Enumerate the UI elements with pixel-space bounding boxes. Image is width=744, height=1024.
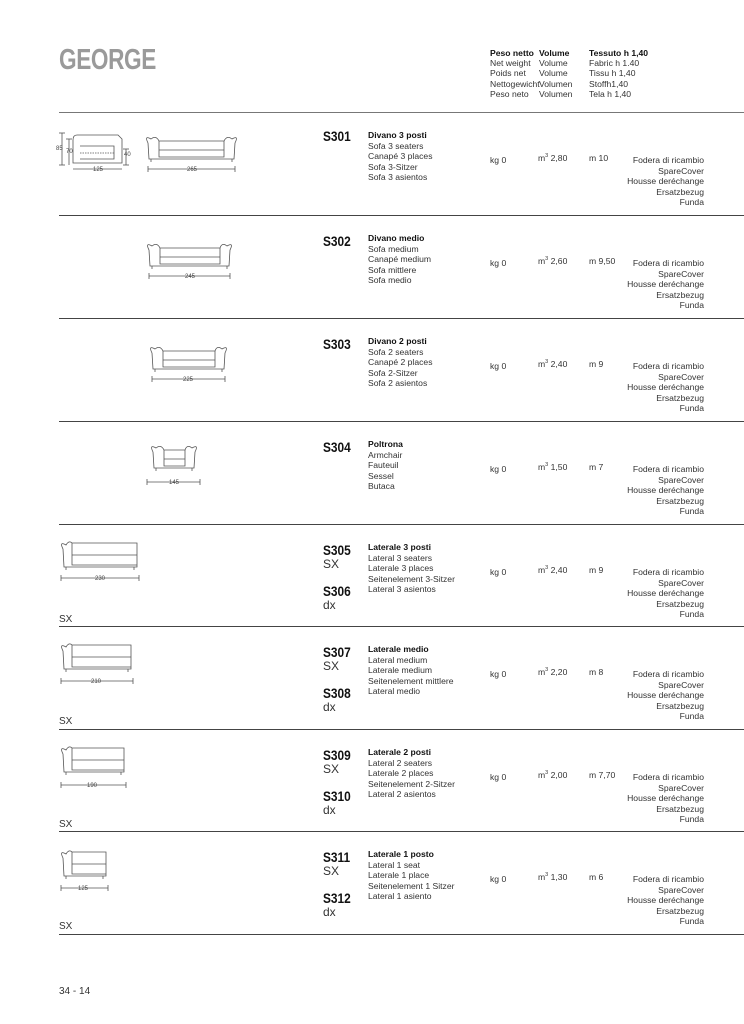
cover-de: Ersatzbezug <box>656 598 704 609</box>
sofa-2-seat-drawing <box>143 319 243 389</box>
cover-en: SpareCover <box>658 474 704 485</box>
cover-es: Funda <box>679 711 704 721</box>
volume-exp: 3 <box>545 667 549 673</box>
dim-height-back: 70 <box>66 149 73 155</box>
product-code-right: S306 <box>323 583 351 599</box>
lateral-2-seat-drawing <box>56 730 146 800</box>
cover-es: Funda <box>679 506 704 516</box>
cover-en: SpareCover <box>658 268 704 279</box>
volume-value: 2,00 <box>550 770 568 780</box>
net-weight: kg 0 <box>490 258 507 268</box>
product-side-right: dx <box>323 905 336 919</box>
volume-exp: 3 <box>545 462 549 468</box>
product-description <box>368 336 433 389</box>
net-weight: kg 0 <box>490 669 507 679</box>
product-name-es: Lateral medio <box>368 686 421 697</box>
header-fabric-de: Stoffh1,40 <box>589 78 629 89</box>
product-side-right: dx <box>323 598 336 612</box>
cover-en: SpareCover <box>658 371 704 382</box>
header-fabric-es: Tela h 1,40 <box>589 88 632 99</box>
lateral-3-seat-drawing <box>56 525 146 595</box>
dim-width: 245 <box>185 274 196 280</box>
volume-exp: 3 <box>545 359 549 365</box>
lateral-medium-drawing <box>56 627 146 697</box>
spare-cover <box>627 669 704 722</box>
volume-unit: m <box>538 770 546 780</box>
spare-cover <box>627 258 704 311</box>
header-fabric <box>589 48 648 99</box>
product-name-de: Seitenelement mittlere <box>368 675 454 686</box>
cover-fr: Housse deréchange <box>627 690 704 700</box>
net-weight: kg 0 <box>490 874 507 884</box>
product-code: S301 <box>323 128 351 144</box>
volume <box>538 872 567 882</box>
spare-cover <box>627 567 704 620</box>
product-description <box>368 439 403 492</box>
volume-unit: m <box>538 153 546 163</box>
cover-en: SpareCover <box>658 165 704 176</box>
net-weight: kg 0 <box>490 464 507 474</box>
cover-fr: Housse deréchange <box>627 485 704 495</box>
product-name-en: Lateral 2 seaters <box>368 757 433 768</box>
dim-width: 190 <box>87 783 98 789</box>
product-side-right: dx <box>323 700 336 714</box>
product-row-s305 <box>0 525 744 628</box>
product-name-fr: Canapé 3 places <box>368 151 433 162</box>
product-name-fr: Laterale medium <box>368 665 433 676</box>
cover-it: Fodera di ricambio <box>632 258 704 268</box>
volume-value: 2,20 <box>550 667 568 677</box>
cover-fr: Housse deréchange <box>627 895 704 905</box>
cover-de: Ersatzbezug <box>656 803 704 814</box>
cover-de: Ersatzbezug <box>656 495 704 506</box>
armchair-drawing <box>145 422 215 492</box>
product-name-de: Sofa 3-Sitzer <box>368 161 418 172</box>
volume <box>538 770 567 780</box>
cover-de: Ersatzbezug <box>656 700 704 711</box>
lateral-1-seat-drawing <box>56 832 146 902</box>
product-code: S302 <box>323 233 351 249</box>
cover-de: Ersatzbezug <box>656 392 704 403</box>
product-name-es: Sofa medio <box>368 275 412 286</box>
product-code-right: S310 <box>323 788 351 804</box>
cover-de: Ersatzbezug <box>656 905 704 916</box>
header-volume-es: Volumen <box>539 88 573 99</box>
product-name-es: Lateral 3 asientos <box>368 584 436 595</box>
header-volume-en: Volume <box>539 58 568 69</box>
product-name-de: Sofa 2-Sitzer <box>368 367 418 378</box>
cover-it: Fodera di ricambio <box>632 464 704 474</box>
product-code: S311 <box>323 849 351 865</box>
drawing-side-label: SX <box>59 819 73 830</box>
cover-fr: Housse deréchange <box>627 279 704 289</box>
product-name-en: Sofa 2 seaters <box>368 346 424 357</box>
net-weight: kg 0 <box>490 155 507 165</box>
fabric-amount: m 7 <box>589 462 604 472</box>
product-name-fr: Laterale 1 place <box>368 870 430 881</box>
fabric-amount: m 9 <box>589 359 604 369</box>
product-name-fr: Canapé medium <box>368 254 432 265</box>
product-code: S307 <box>323 644 351 660</box>
volume-value: 2,80 <box>550 153 568 163</box>
product-name: Divano 2 posti <box>368 336 427 346</box>
product-name: Divano 3 posti <box>368 130 427 140</box>
volume-exp: 3 <box>545 770 549 776</box>
dim-width: 145 <box>169 480 180 486</box>
product-name-fr: Laterale 3 places <box>368 563 434 574</box>
volume-value: 2,40 <box>550 565 568 575</box>
cover-it: Fodera di ricambio <box>632 361 704 371</box>
row-divider <box>59 934 744 935</box>
volume-unit: m <box>538 872 546 882</box>
cover-en: SpareCover <box>658 577 704 588</box>
product-name-fr: Laterale 2 places <box>368 768 434 779</box>
volume-exp: 3 <box>545 565 549 571</box>
header-weight-fr: Poids net <box>490 68 526 79</box>
dim-width: 265 <box>187 167 198 173</box>
header-volume <box>539 48 572 99</box>
dim-width: 210 <box>91 679 102 685</box>
spare-cover <box>627 874 704 927</box>
spare-cover <box>627 155 704 208</box>
volume <box>538 667 567 677</box>
product-name-en: Lateral medium <box>368 654 428 665</box>
cover-es: Funda <box>679 403 704 413</box>
volume <box>538 153 567 163</box>
product-description <box>368 233 431 286</box>
product-code: S309 <box>323 747 351 763</box>
fabric-amount: m 7,70 <box>589 770 616 780</box>
product-side-left: SX <box>323 864 340 878</box>
product-name-de: Sessel <box>368 470 394 481</box>
cover-it: Fodera di ricambio <box>632 567 704 577</box>
dim-width: 125 <box>78 886 89 892</box>
cover-de: Ersatzbezug <box>656 186 704 197</box>
product-row-s307 <box>0 627 744 730</box>
cover-es: Funda <box>679 197 704 207</box>
header-volume-fr: Volume <box>539 68 568 79</box>
product-row-s304 <box>0 422 744 525</box>
product-name-en: Lateral 3 seaters <box>368 552 433 563</box>
sofa-medium-drawing <box>140 216 250 286</box>
page-number: 34 - 14 <box>59 986 91 997</box>
net-weight: kg 0 <box>490 361 507 371</box>
dim-width: 230 <box>95 576 106 582</box>
cover-fr: Housse deréchange <box>627 588 704 598</box>
cover-es: Funda <box>679 609 704 619</box>
cover-it: Fodera di ricambio <box>632 874 704 884</box>
header-fabric-it: Tessuto h 1,40 <box>589 48 649 58</box>
product-side-left: SX <box>323 762 340 776</box>
fabric-amount: m 10 <box>589 153 609 163</box>
cover-fr: Housse deréchange <box>627 382 704 392</box>
product-description <box>368 542 455 595</box>
product-name-es: Butaca <box>368 481 395 492</box>
product-name-en: Sofa medium <box>368 243 419 254</box>
drawing-side-label: SX <box>59 921 73 932</box>
product-name-fr: Canapé 2 places <box>368 357 433 368</box>
header-weight-es: Peso neto <box>490 88 529 99</box>
volume-unit: m <box>538 462 546 472</box>
product-name: Laterale medio <box>368 644 429 654</box>
header-weight-it: Peso netto <box>490 48 534 58</box>
product-name: Laterale 2 posti <box>368 747 432 757</box>
cover-fr: Housse deréchange <box>627 176 704 186</box>
volume-unit: m <box>538 565 546 575</box>
product-row-s302 <box>0 216 744 319</box>
header-weight-de: Nettogewicht <box>490 78 540 89</box>
dim-width: 225 <box>183 377 194 383</box>
volume <box>538 359 567 369</box>
product-row-s311 <box>0 832 744 935</box>
header-fabric-en: Fabric h 1.40 <box>589 58 640 69</box>
volume-unit: m <box>538 256 546 266</box>
volume-value: 1,50 <box>550 462 568 472</box>
cover-it: Fodera di ricambio <box>632 772 704 782</box>
fabric-amount: m 9,50 <box>589 256 616 266</box>
product-name: Laterale 1 posto <box>368 849 434 859</box>
cover-en: SpareCover <box>658 782 704 793</box>
header-weight <box>490 48 540 99</box>
cover-it: Fodera di ricambio <box>632 155 704 165</box>
product-name-de: Seitenelement 3-Sitzer <box>368 573 455 584</box>
product-code-right: S312 <box>323 890 351 906</box>
product-name: Divano medio <box>368 233 425 243</box>
product-description <box>368 130 433 183</box>
product-name-en: Lateral 1 seat <box>368 859 421 870</box>
product-description <box>368 747 455 800</box>
product-side-right: dx <box>323 803 336 817</box>
product-row-s303 <box>0 319 744 422</box>
product-name-fr: Fauteuil <box>368 460 399 471</box>
product-code-right: S308 <box>323 685 351 701</box>
volume-exp: 3 <box>545 256 549 262</box>
spare-cover <box>627 772 704 825</box>
cover-es: Funda <box>679 300 704 310</box>
volume-unit: m <box>538 667 546 677</box>
product-row-s309 <box>0 730 744 833</box>
net-weight: kg 0 <box>490 567 507 577</box>
product-side-left: SX <box>323 659 340 673</box>
product-name-en: Sofa 3 seaters <box>368 140 424 151</box>
product-name-es: Sofa 2 asientos <box>368 378 428 389</box>
cover-en: SpareCover <box>658 679 704 690</box>
page-title: GEORGE <box>59 44 156 76</box>
dim-depth: 125 <box>93 167 104 173</box>
header-volume-it: Volume <box>539 48 570 58</box>
product-description <box>368 644 454 697</box>
product-code: S304 <box>323 439 351 455</box>
fabric-amount: m 6 <box>589 872 604 882</box>
volume <box>538 565 567 575</box>
product-name-de: Sofa mittlere <box>368 264 417 275</box>
cover-de: Ersatzbezug <box>656 289 704 300</box>
header-weight-en: Net weight <box>490 58 531 69</box>
product-code: S303 <box>323 336 351 352</box>
dim-height-total: 85 <box>56 146 63 152</box>
volume-value: 2,60 <box>550 256 568 266</box>
cover-en: SpareCover <box>658 884 704 895</box>
volume <box>538 256 567 266</box>
header-fabric-fr: Tissu h 1,40 <box>589 68 636 79</box>
net-weight: kg 0 <box>490 772 507 782</box>
volume-value: 2,40 <box>550 359 568 369</box>
volume-value: 1,30 <box>550 872 568 882</box>
volume-unit: m <box>538 359 546 369</box>
cover-fr: Housse deréchange <box>627 793 704 803</box>
volume <box>538 462 567 472</box>
product-name-es: Sofa 3 asientos <box>368 172 428 183</box>
spare-cover <box>627 361 704 414</box>
product-name-de: Seitenelement 2-Sitzer <box>368 778 455 789</box>
product-name-de: Seitenelement 1 Sitzer <box>368 880 455 891</box>
product-name: Poltrona <box>368 439 403 449</box>
volume-exp: 3 <box>545 153 549 159</box>
cover-it: Fodera di ricambio <box>632 669 704 679</box>
drawing-side-label: SX <box>59 716 73 727</box>
product-description <box>368 849 454 902</box>
product-code: S305 <box>323 542 351 558</box>
product-name: Laterale 3 posti <box>368 542 432 552</box>
cover-es: Funda <box>679 814 704 824</box>
product-name-es: Lateral 1 asiento <box>368 891 432 902</box>
header-volume-de: Volumen <box>539 78 573 89</box>
fabric-amount: m 9 <box>589 565 604 575</box>
cover-es: Funda <box>679 916 704 926</box>
drawing-side-label: SX <box>59 614 73 625</box>
product-side-left: SX <box>323 557 340 571</box>
product-name-en: Armchair <box>368 449 403 460</box>
sofa-3-seat-drawing <box>56 113 246 183</box>
spare-cover <box>627 464 704 517</box>
dim-seat-height: 40 <box>124 152 131 158</box>
fabric-amount: m 8 <box>589 667 604 677</box>
product-row-s301 <box>0 113 744 216</box>
volume-exp: 3 <box>545 872 549 878</box>
product-name-es: Lateral 2 asientos <box>368 789 436 800</box>
